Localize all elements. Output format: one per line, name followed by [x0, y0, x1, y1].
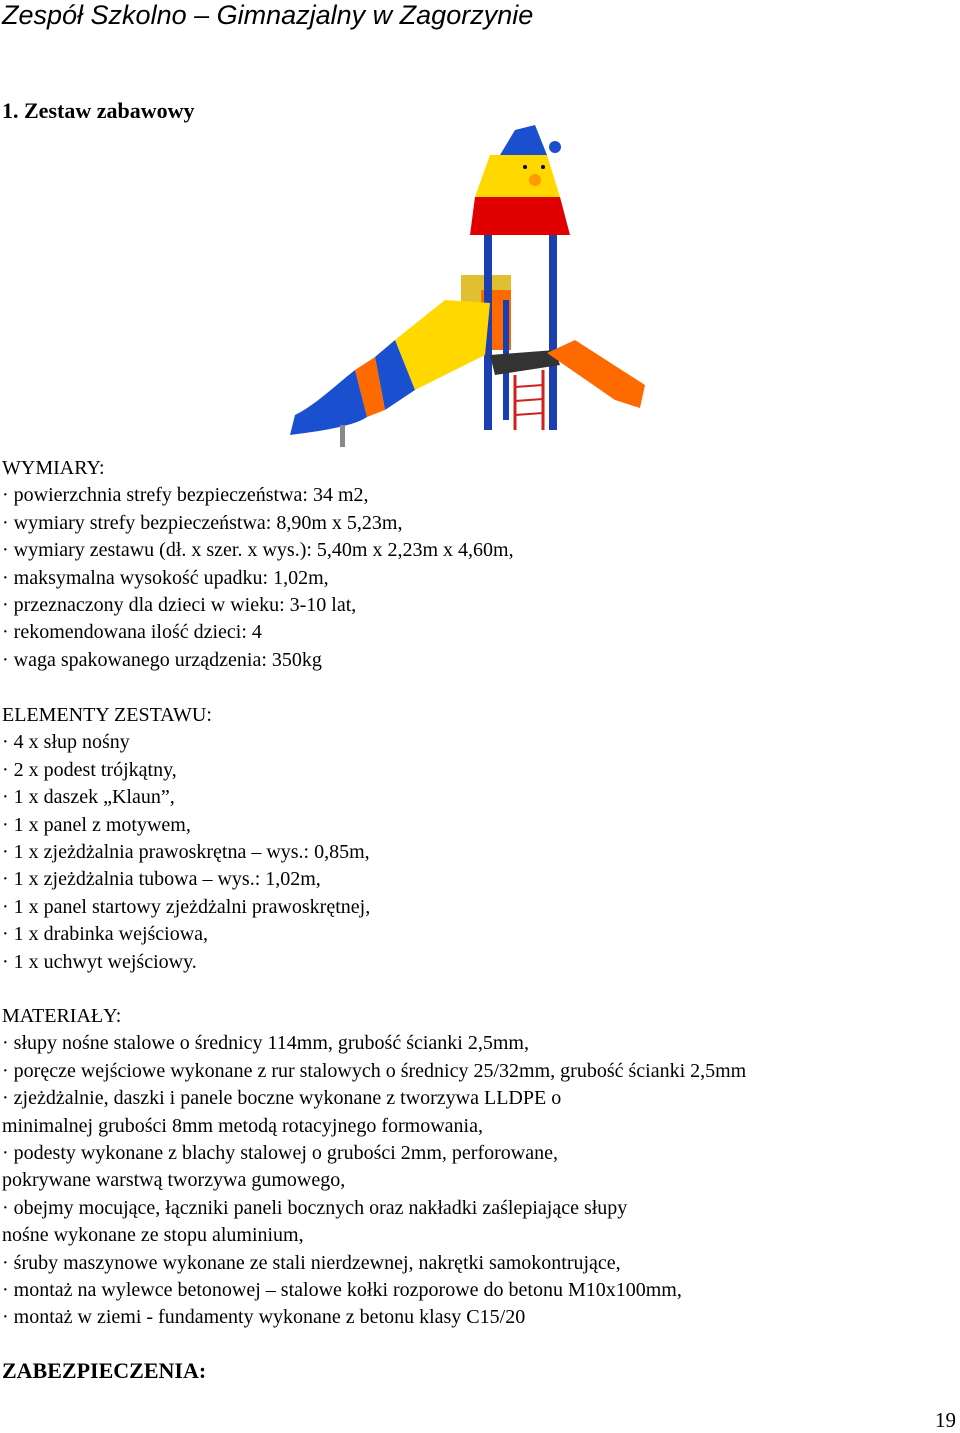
dimensions-section	[2, 455, 514, 674]
list-item: · 1 x panel startowy zjeżdżalni prawoskrętnej,	[2, 895, 371, 918]
document-header: Zespół Szkolno – Gimnazjalny w Zagorzynie	[2, 0, 534, 30]
list-item: · 1 x uchwyt wejściowy.	[2, 950, 197, 973]
list-item: · montaż na wylewce betonowej – stalowe kołki rozporowe do betonu M10x100mm,	[2, 1278, 682, 1301]
playground-set-illustration	[285, 125, 650, 455]
list-item: · podesty wykonane z blachy stalowej o grubości 2mm, perforowane,	[2, 1141, 558, 1164]
page-number: 19	[935, 1408, 956, 1432]
list-item: · słupy nośne stalowe o średnicy 114mm, grubość ścianki 2,5mm,	[2, 1032, 529, 1055]
list-item: · 1 x drabinka wejściowa,	[2, 923, 209, 946]
section-title: 1. Zestaw zabawowy	[2, 98, 195, 123]
list-item: · obejmy mocujące, łączniki paneli bocznych oraz nakładki zaślepiające słupy	[2, 1196, 628, 1219]
list-item: · powierzchnia strefy bezpieczeństwa: 34 m2,	[2, 484, 369, 507]
list-item: · 1 x zjeżdżalnia tubowa – wys.: 1,02m,	[2, 868, 321, 891]
materials-section	[2, 1003, 746, 1332]
list-item: · przeznaczony dla dzieci w wieku: 3-10 lat,	[2, 593, 357, 616]
materials-heading: MATERIAŁY:	[2, 1005, 122, 1027]
list-item: · zjeżdżalnie, daszki i panele boczne wykonane z tworzywa LLDPE o	[2, 1087, 562, 1110]
list-item: · waga spakowanego urządzenia: 350kg	[2, 648, 322, 671]
list-item: · maksymalna wysokość upadku: 1,02m,	[2, 566, 329, 589]
list-item: pokrywane warstwą tworzywa gumowego,	[2, 1169, 346, 1192]
safety-heading: ZABEZPIECZENIA:	[2, 1358, 207, 1383]
dimensions-heading: WYMIARY:	[2, 457, 105, 479]
list-item: · wymiary strefy bezpieczeństwa: 8,90m x 5,23m,	[2, 511, 403, 534]
list-item: nośne wykonane ze stopu aluminium,	[2, 1224, 304, 1247]
list-item: · 2 x podest trójkątny,	[2, 758, 177, 781]
list-item: · 1 x daszek „Klaun”,	[2, 786, 175, 809]
list-item: · 4 x słup nośny	[2, 731, 130, 754]
list-item: · 1 x panel z motywem,	[2, 813, 191, 836]
list-item: · wymiary zestawu (dł. x szer. x wys.): 5,40m x 2,23m x 4,60m,	[2, 539, 514, 562]
list-item: · 1 x zjeżdżalnia prawoskrętna – wys.: 0,85m,	[2, 840, 370, 863]
list-item: · montaż w ziemi - fundamenty wykonane z betonu klasy C15/20	[2, 1306, 526, 1329]
list-item: · rekomendowana ilość dzieci: 4	[2, 621, 262, 644]
set-elements-section	[2, 702, 370, 976]
list-item: · śruby maszynowe wykonane ze stali nierdzewnej, nakrętki samokontrujące,	[2, 1251, 621, 1274]
list-item: minimalnej grubości 8mm metodą rotacyjnego formowania,	[2, 1114, 483, 1137]
list-item: · poręcze wejściowe wykonane z rur stalowych o średnicy 25/32mm, grubość ścianki 2,5mm	[2, 1059, 747, 1082]
set-elements-heading: ELEMENTY ZESTAWU:	[2, 704, 212, 726]
